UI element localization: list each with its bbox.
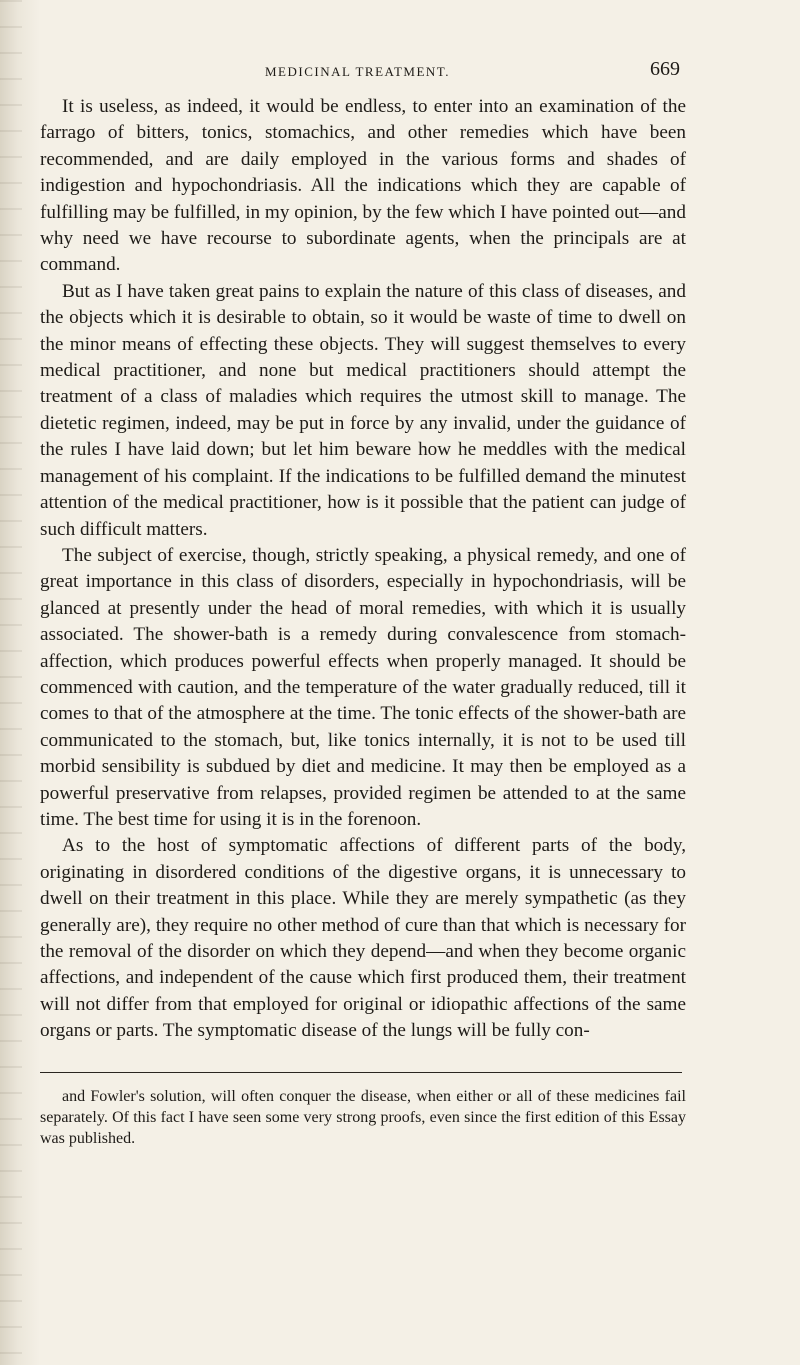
paragraph-1: It is useless, as indeed, it would be endless, to enter into an examination of the farrago of bitters, tonics, stomachics, and other remedies which have been recommended, and are daily employed in the various forms and shades of indigestion and hypochondriasis. All the indications which they are capable of fulfilling may be fulfilled, in my opinion, by the few which I have pointed out—and why need we have recourse to subordinate agents, when the principals are at command. (40, 96, 686, 276)
paragraph-2: But as I have taken great pains to explain the nature of this class of diseases, and the objects which it is desirable to obtain, so it would be waste of time to dwell on the minor means of effecting these objects. They will suggest themselves to every medical practitioner, and none but medical practitioners should attempt the treatment of a class of maladies which requires the utmost skill to manage. The dietetic regimen, indeed, may be put in force by any invalid, under the guidance of the rules I have laid down; but let him beware how he meddles with the medical management of his complaint. If the indications to be fulfilled demand the minutest attention of the medical practitioner, how is it possible that the patient can judge of such difficult matters. (40, 280, 686, 540)
body-text (40, 94, 686, 1045)
paragraph-3: The subject of exercise, though, strictly speaking, a physical remedy, and one of great importance in this class of disorders, especially in hypochondriasis, will be glanced at presently under the head of moral remedies, with which it is usually associated. The shower-bath is a remedy during convalescence from stomach-affection, which produces powerful effects when properly managed. It should be commenced with caution, and the temperature of the water gradually reduced, till it comes to that of the atmosphere at the time. The tonic effects of the shower-bath are communicated to the stomach, but, like tonics internally, it is not to be used till morbid sensibility is subdued by diet and medicine. It may then be employed as a powerful preservative from relapses, provided regimen be attended to at the same time. The best time for using it is in the forenoon. (40, 544, 686, 830)
page-number: 669 (650, 58, 680, 80)
footnote-rule (40, 1072, 682, 1073)
running-title: MEDICINAL TREATMENT. (265, 64, 451, 79)
binding-gutter (0, 0, 22, 1365)
paragraph-4: As to the host of symptomatic affections of different parts of the body, originating in disordered conditions of the digestive organs, it is unnecessary to dwell on their treatment in this place. While they are merely sympathetic (as they generally are), they require no other method of cure than that which is necessary for the removal of the disorder on which they depend—and when they become organic affections, and independent of the cause which first produced them, their treatment will not differ from that employed for original or idiopathic affections of the same organs or parts. The symptomatic disease of the lungs will be fully con- (40, 835, 686, 1042)
footnote (40, 1086, 686, 1149)
footnote-text: and Fowler's solution, will often conquer the disease, when either or all of these medicines fail separately. Of this fact I have seen some very strong proofs, even since the first edition of this Essay was published. (40, 1088, 686, 1147)
